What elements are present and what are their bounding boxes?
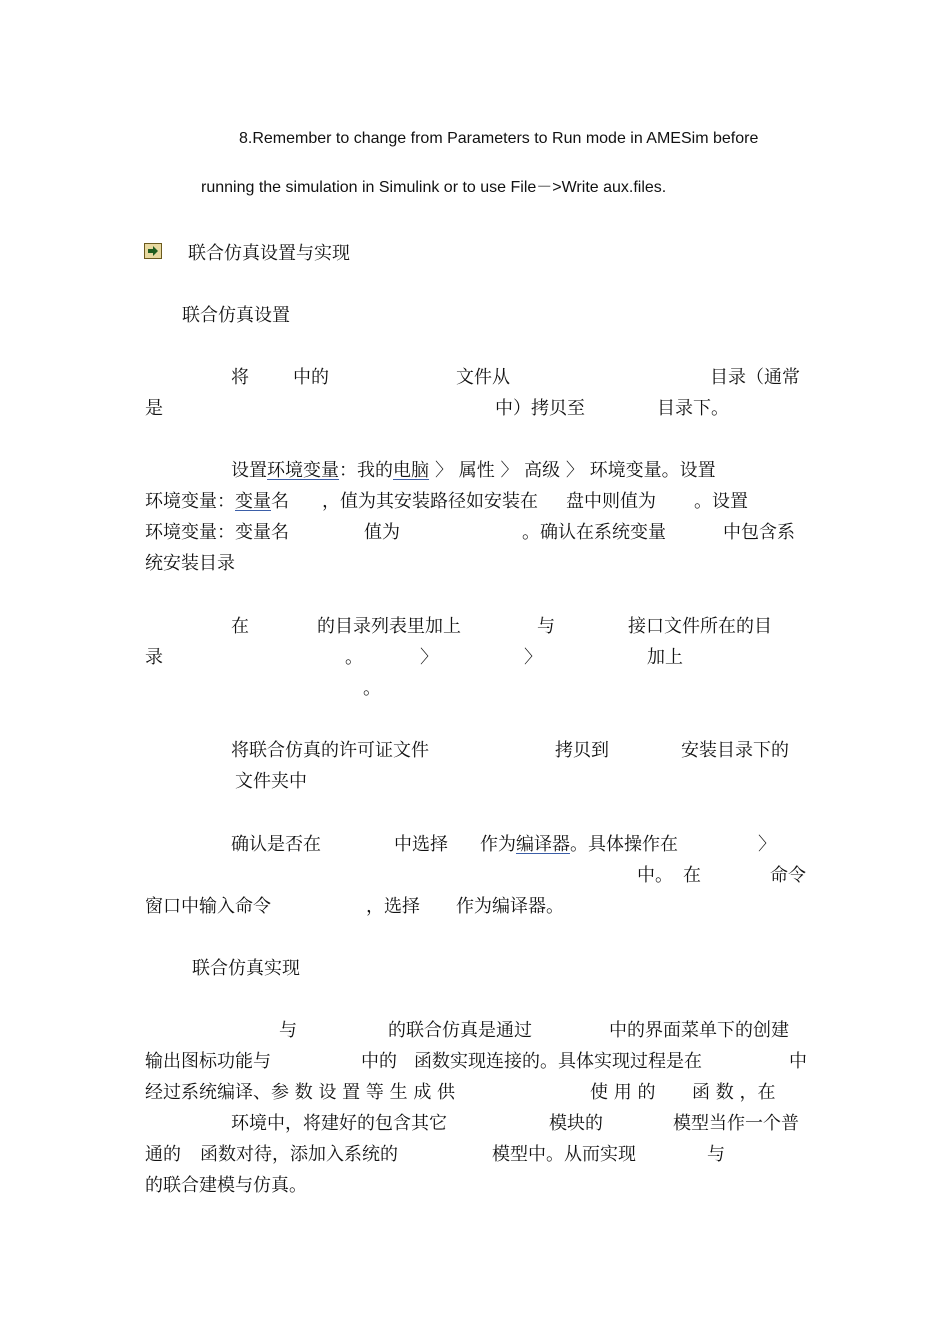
arrow-bullet-icon [144, 243, 162, 259]
p5-i: 命令 [770, 865, 806, 886]
p6-m: 模型当作一个普 [673, 1113, 799, 1134]
p2-a3: ：我的 [339, 460, 393, 481]
english-line-1: 8.Remember to change from Parameters to Run mode in AMESim before [239, 130, 759, 147]
p4-b: 拷贝到 [555, 740, 609, 761]
p2-line-1 [231, 460, 716, 482]
p6-j: 函 数 ，在 [692, 1082, 776, 1103]
p5-k: ，选择 [366, 896, 420, 917]
p3-e: 录 [145, 647, 163, 668]
p6-i: 使 用 的 [590, 1082, 656, 1103]
p2-b3: 名 [271, 491, 289, 512]
p2-c3: 。确认在系统变量 [522, 522, 666, 543]
p5-j: 窗口中输入命令 [145, 896, 271, 917]
p3-c: 与 [537, 616, 555, 637]
p2-d1: 统安装目录 [145, 553, 235, 574]
p2-c1: 环境变量：变量名 [145, 522, 289, 543]
p1-a: 将 [231, 367, 249, 388]
p1-d: 目录（通常 [710, 367, 800, 388]
p5-c: 作为 [480, 834, 516, 855]
p6-f: 函数实现连接的。具体实现过程是在 [414, 1051, 702, 1072]
p1-f: 中）拷贝至 [495, 398, 585, 419]
p2-b4: ，值为其安装路径如安装在 [322, 491, 538, 512]
p2-c4: 中包含系 [723, 522, 795, 543]
p5-h: 在 [683, 865, 701, 886]
p6-q: 与 [707, 1144, 725, 1165]
p5-f: 〉 [758, 834, 776, 855]
p1-b: 中的 [293, 367, 329, 388]
p3-j: 。 [363, 678, 381, 699]
p2-c2: 值为 [364, 522, 400, 543]
p3-h: 〉 [524, 647, 542, 668]
p3-f: 。 [345, 647, 363, 668]
p3-i: 加上 [647, 647, 683, 668]
p6-e: 中的 [361, 1051, 397, 1072]
p2-a5: 〉 属性 〉 高级 〉 环境变量。设置 [435, 460, 716, 481]
p1-g: 目录下。 [657, 398, 729, 419]
p2-a1: 设置 [231, 460, 267, 481]
p1-e: 是 [145, 398, 163, 419]
p2-line-2 [145, 491, 289, 513]
p5-b: 中选择 [394, 834, 448, 855]
p2-b5: 盘中则值为 [566, 491, 656, 512]
p5-l: 作为编译器。 [456, 896, 564, 917]
p3-d: 接口文件所在的目 [628, 616, 772, 637]
p6-g: 中 [789, 1051, 807, 1072]
p6-n: 通的 [145, 1144, 181, 1165]
p3-a: 在 [231, 616, 249, 637]
link-env-variable[interactable]: 环境变量 [267, 460, 339, 481]
p1-c: 文件从 [456, 367, 510, 388]
p6-h: 经过系统编译、参 数 设 置 等 生 成 供 [145, 1082, 456, 1103]
p3-g: 〉 [420, 647, 438, 668]
link-variable[interactable]: 变量 [235, 491, 271, 512]
p3-b: 的目录列表里加上 [317, 616, 461, 637]
p5-e: 。具体操作在 [570, 834, 678, 855]
p5-a: 确认是否在 [231, 834, 321, 855]
link-computer[interactable]: 电脑 [393, 460, 429, 481]
section-title: 联合仿真设置与实现 [188, 243, 350, 264]
p6-r: 的联合建模与仿真。 [145, 1175, 307, 1196]
p4-c: 安装目录下的 [681, 740, 789, 761]
subsection-title-setup: 联合仿真设置 [182, 305, 290, 326]
p2-b1: 环境变量： [145, 491, 235, 512]
p4-d: 文件夹中 [235, 771, 307, 792]
p2-b6: 。设置 [694, 491, 748, 512]
p5-g: 中。 [637, 865, 673, 886]
p6-p: 模型中。从而实现 [492, 1144, 636, 1165]
english-line-2: running the simulation in Simulink or to use File－>Write aux.files. [201, 179, 667, 196]
p6-b: 的联合仿真是通过 [388, 1020, 532, 1041]
link-compiler[interactable]: 编译器 [516, 834, 570, 855]
p6-a: 与 [279, 1020, 297, 1041]
p4-a: 将联合仿真的许可证文件 [231, 740, 429, 761]
p6-c: 中的界面菜单下的创建 [609, 1020, 789, 1041]
p6-o: 函数对待，添加入系统的 [200, 1144, 398, 1165]
p5-line-1b [480, 834, 678, 856]
p6-k: 环境中，将建好的包含其它 [231, 1113, 447, 1134]
p6-l: 模块的 [549, 1113, 603, 1134]
subsection-title-implementation: 联合仿真实现 [192, 958, 300, 979]
p6-d: 输出图标功能与 [145, 1051, 271, 1072]
